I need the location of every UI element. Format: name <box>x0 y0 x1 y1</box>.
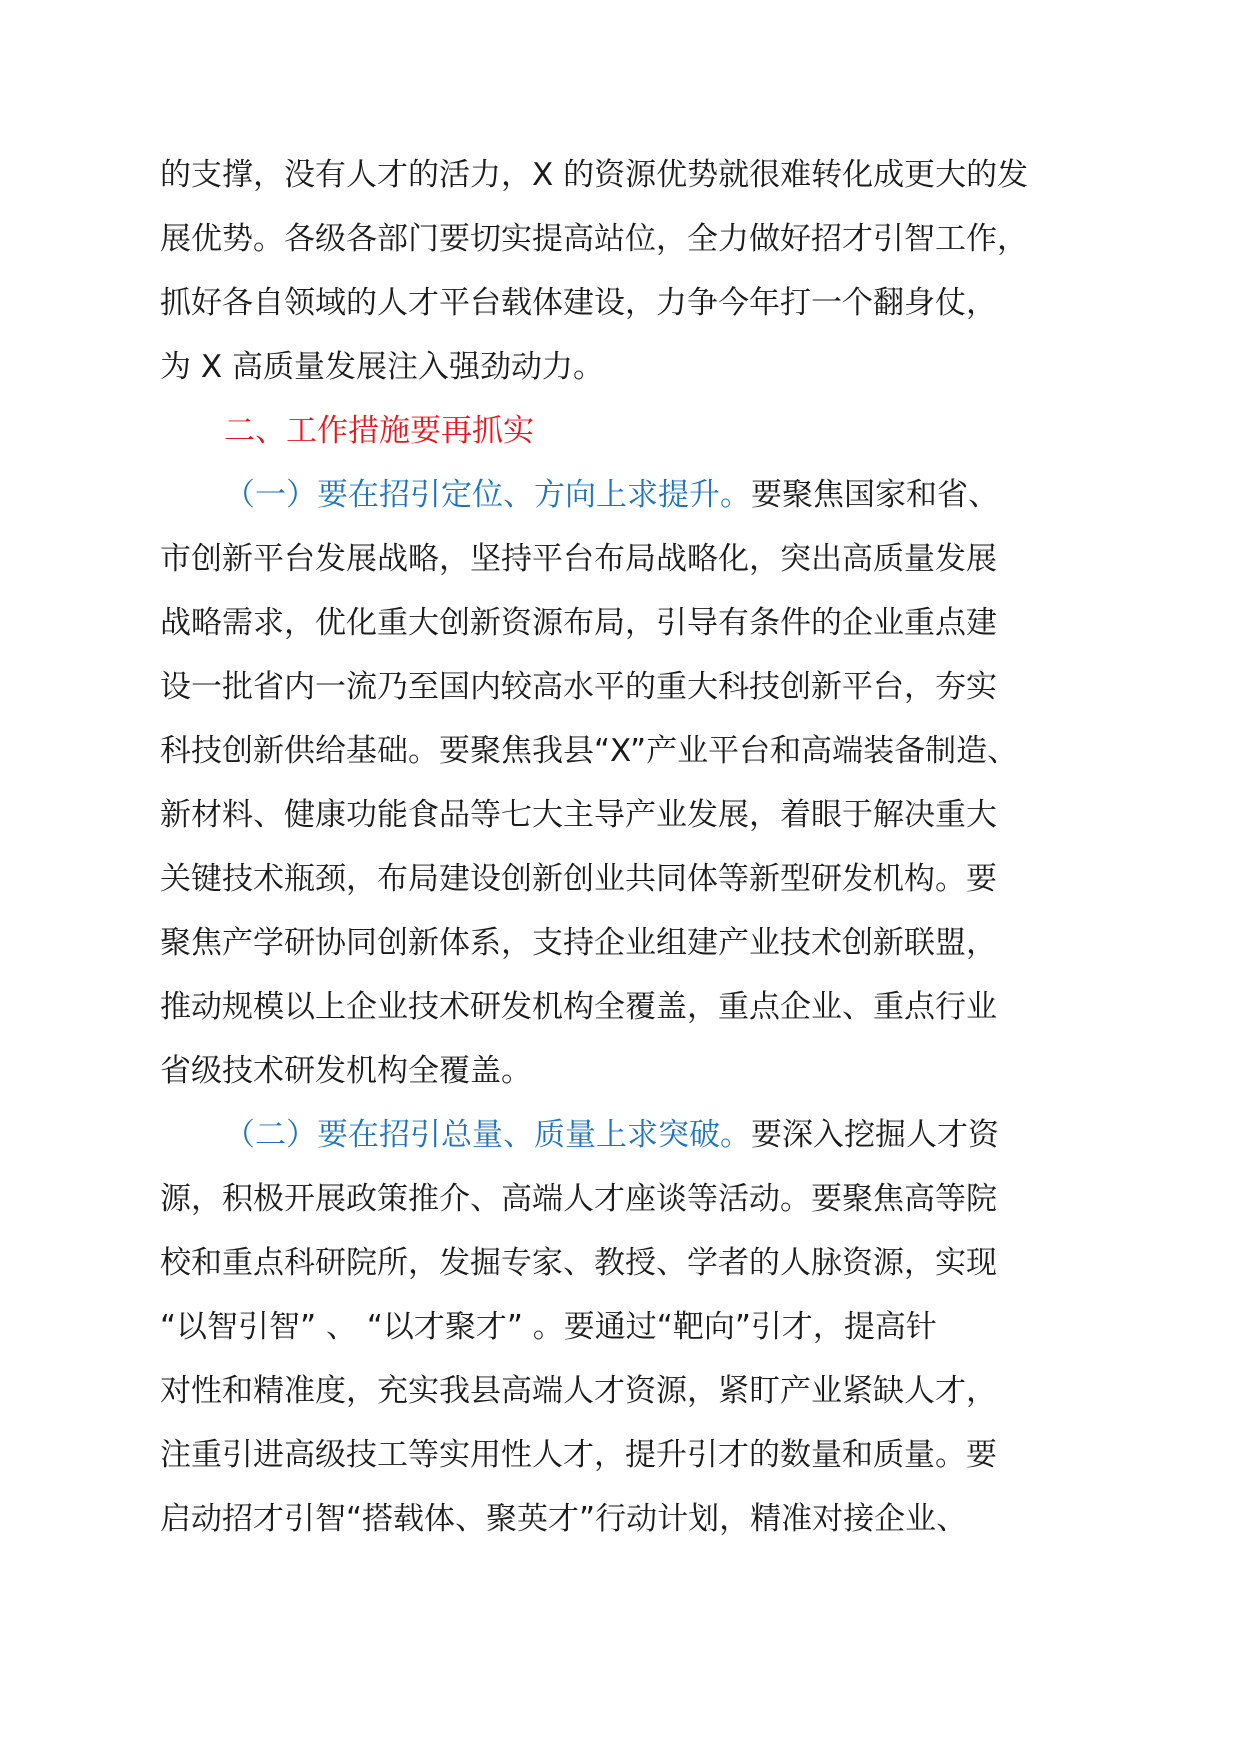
subsection-first-line <box>160 1103 1120 1167</box>
body-text-line: 的支撑，没有人才的活力，X 的资源优势就很难转化成更大的发 <box>160 157 1029 193</box>
subsection-first-line <box>160 463 1120 527</box>
body-text-line: 校和重点科研院所，发掘专家、教授、学者的人脉资源，实现 <box>160 1245 997 1281</box>
section-heading: 二、工作措施要再抓实 <box>224 413 534 449</box>
subsection-two-paragraph <box>160 1103 1120 1551</box>
body-text-line: 新材料、健康功能食品等七大主导产业发展，着眼于解决重大 <box>160 797 997 833</box>
body-text-line: 展优势。各级各部门要切实提高站位，全力做好招才引智工作， <box>160 221 1028 257</box>
subsection-heading: （一）要在招引定位、方向上求提升。 <box>224 477 751 513</box>
intro-paragraph <box>160 143 1120 399</box>
body-text-line: 注重引进高级技工等实用性人才，提升引才的数量和质量。要 <box>160 1437 997 1473</box>
body-text-line: 科技创新供给基础。要聚焦我县“X”产业平台和高端装备制造、 <box>160 733 1019 769</box>
subsection-heading: （二）要在招引总量、质量上求突破。 <box>224 1117 751 1153</box>
body-text-line: “以智引智” 、 “以才聚才” 。要通过“靶向”引才，提高针 <box>160 1309 937 1345</box>
body-text-inline: 要聚焦国家和省、 <box>751 477 999 513</box>
section-two <box>160 399 1120 463</box>
body-text-line: 设一批省内一流乃至国内较高水平的重大科技创新平台，夯实 <box>160 669 997 705</box>
body-text-line: 市创新平台发展战略，坚持平台布局战略化，突出高质量发展 <box>160 541 997 577</box>
subsection-one-paragraph <box>160 463 1120 1103</box>
body-text-line: 战略需求，优化重大创新资源布局，引导有条件的企业重点建 <box>160 605 997 641</box>
body-text-line: 省级技术研发机构全覆盖。 <box>160 1053 532 1089</box>
body-text-line: 启动招才引智“搭载体、聚英才”行动计划，精准对接企业、 <box>160 1501 968 1537</box>
body-text-line: 关键技术瓶颈，布局建设创新创业共同体等新型研发机构。要 <box>160 861 997 897</box>
body-text-line: 聚焦产学研协同创新体系，支持企业组建产业技术创新联盟， <box>160 925 997 961</box>
body-text-line: 对性和精准度，充实我县高端人才资源，紧盯产业紧缺人才， <box>160 1373 997 1409</box>
body-text-line: 抓好各自领域的人才平台载体建设，力争今年打一个翻身仗， <box>160 285 997 321</box>
body-text-line: 为 X 高质量发展注入强劲动力。 <box>160 349 604 385</box>
body-text-inline: 要深入挖掘人才资 <box>751 1117 999 1153</box>
body-text-line: 推动规模以上企业技术研发机构全覆盖，重点企业、重点行业 <box>160 989 997 1025</box>
body-text-line: 源，积极开展政策推介、高端人才座谈等活动。要聚焦高等院 <box>160 1181 997 1217</box>
